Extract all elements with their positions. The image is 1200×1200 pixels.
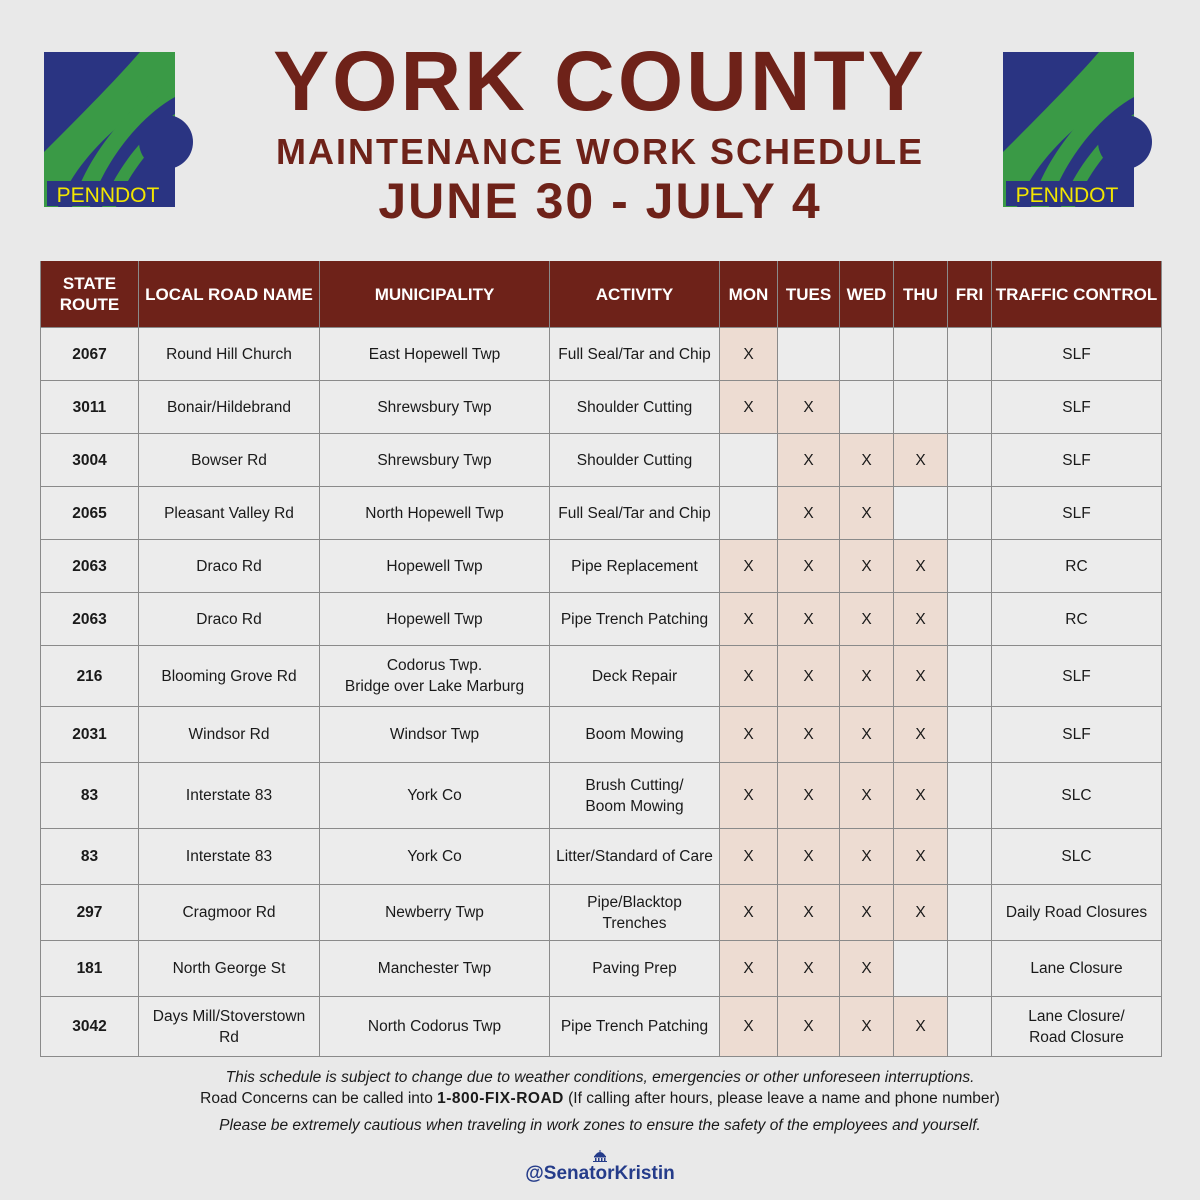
table-row (41, 328, 1162, 381)
activity-cell: Full Seal/Tar and Chip (550, 328, 720, 381)
state-route-cell: 3011 (41, 381, 139, 434)
day-cell-tue: X (778, 763, 840, 829)
state-route-cell: 2065 (41, 487, 139, 540)
traffic-control-cell: SLF (992, 434, 1162, 487)
day-cell-tue: X (778, 540, 840, 593)
table-row (41, 997, 1162, 1057)
traffic-control-cell: Lane Closure (992, 941, 1162, 997)
day-cell-thu: X (894, 540, 948, 593)
road-name-cell: Draco Rd (139, 540, 320, 593)
header-wed: WED (840, 261, 894, 328)
day-cell-wed: X (840, 593, 894, 646)
activity-cell: Pipe Replacement (550, 540, 720, 593)
road-name-cell: Interstate 83 (139, 763, 320, 829)
table-row (41, 540, 1162, 593)
day-cell-mon: X (720, 707, 778, 763)
municipality-cell: East Hopewell Twp (320, 328, 550, 381)
municipality-cell: Hopewell Twp (320, 593, 550, 646)
phone-number: 1-800-FIX-ROAD (437, 1090, 564, 1107)
traffic-control-cell: Lane Closure/ Road Closure (992, 997, 1162, 1057)
day-cell-thu (894, 941, 948, 997)
header-traffic-control: TRAFFIC CONTROL (992, 261, 1162, 328)
penndot-logo-text: PENNDOT (56, 184, 160, 207)
day-cell-thu: X (894, 997, 948, 1057)
day-cell-wed: X (840, 646, 894, 707)
state-route-cell: 181 (41, 941, 139, 997)
day-cell-fri (948, 593, 992, 646)
day-cell-thu: X (894, 707, 948, 763)
municipality-cell: North Codorus Twp (320, 997, 550, 1057)
municipality-cell: York Co (320, 763, 550, 829)
day-cell-fri (948, 646, 992, 707)
road-name-cell: Cragmoor Rd (139, 885, 320, 941)
municipality-cell: York Co (320, 829, 550, 885)
day-cell-thu (894, 487, 948, 540)
day-cell-fri (948, 434, 992, 487)
day-cell-thu: X (894, 593, 948, 646)
traffic-control-cell: SLF (992, 328, 1162, 381)
table-row (41, 763, 1162, 829)
day-cell-mon: X (720, 646, 778, 707)
penndot-logo-text: PENNDOT (1015, 184, 1119, 207)
day-cell-fri (948, 885, 992, 941)
day-cell-tue: X (778, 941, 840, 997)
road-name-cell: Draco Rd (139, 593, 320, 646)
day-cell-wed (840, 328, 894, 381)
page-title: YORK COUNTY (273, 34, 927, 128)
header-tues: TUES (778, 261, 840, 328)
activity-cell: Brush Cutting/ Boom Mowing (550, 763, 720, 829)
road-name-cell: Bowser Rd (139, 434, 320, 487)
activity-cell: Pipe Trench Patching (550, 593, 720, 646)
day-cell-fri (948, 381, 992, 434)
activity-cell: Paving Prep (550, 941, 720, 997)
state-route-cell: 3042 (41, 997, 139, 1057)
disclaimer-text: This schedule is subject to change due to weather conditions, emergencies or other unforeseen interruptions. (225, 1069, 975, 1086)
day-cell-tue (778, 328, 840, 381)
day-cell-tue: X (778, 487, 840, 540)
municipality-cell: Shrewsbury Twp (320, 434, 550, 487)
state-route-cell: 3004 (41, 434, 139, 487)
day-cell-wed: X (840, 707, 894, 763)
day-cell-fri (948, 487, 992, 540)
header-municipality: MUNICIPALITY (320, 261, 550, 328)
day-cell-fri (948, 540, 992, 593)
day-cell-thu (894, 381, 948, 434)
day-cell-thu: X (894, 829, 948, 885)
table-row (41, 941, 1162, 997)
day-cell-wed: X (840, 487, 894, 540)
day-cell-mon (720, 487, 778, 540)
header-state-route: STATE ROUTE (41, 261, 139, 328)
header-activity: ACTIVITY (550, 261, 720, 328)
day-cell-tue: X (778, 593, 840, 646)
table-row (41, 646, 1162, 707)
day-cell-tue: X (778, 829, 840, 885)
capitol-icon (592, 1150, 608, 1162)
day-cell-fri (948, 941, 992, 997)
day-cell-thu: X (894, 434, 948, 487)
date-range: JUNE 30 - JULY 4 (378, 173, 822, 229)
municipality-cell: Windsor Twp (320, 707, 550, 763)
day-cell-mon: X (720, 593, 778, 646)
day-cell-wed: X (840, 434, 894, 487)
state-route-cell: 2067 (41, 328, 139, 381)
road-name-cell: Round Hill Church (139, 328, 320, 381)
municipality-cell: North Hopewell Twp (320, 487, 550, 540)
page-subtitle: MAINTENANCE WORK SCHEDULE (276, 131, 924, 172)
day-cell-mon: X (720, 381, 778, 434)
day-cell-thu: X (894, 885, 948, 941)
state-route-cell: 2063 (41, 593, 139, 646)
table-row (41, 434, 1162, 487)
road-name-cell: Interstate 83 (139, 829, 320, 885)
day-cell-tue: X (778, 997, 840, 1057)
day-cell-thu (894, 328, 948, 381)
traffic-control-cell: SLF (992, 646, 1162, 707)
table-body (41, 328, 1162, 1057)
road-name-cell: Pleasant Valley Rd (139, 487, 320, 540)
day-cell-fri (948, 328, 992, 381)
day-cell-mon: X (720, 328, 778, 381)
day-cell-fri (948, 829, 992, 885)
header-local-road-name: LOCAL ROAD NAME (139, 261, 320, 328)
day-cell-fri (948, 763, 992, 829)
road-name-cell: North George St (139, 941, 320, 997)
table-row (41, 593, 1162, 646)
state-route-cell: 2031 (41, 707, 139, 763)
day-cell-tue: X (778, 434, 840, 487)
title-block (0, 34, 1200, 229)
day-cell-tue: X (778, 646, 840, 707)
day-cell-tue: X (778, 885, 840, 941)
day-cell-wed: X (840, 997, 894, 1057)
table-header-row (41, 261, 1162, 328)
municipality-cell: Codorus Twp. Bridge over Lake Marburg (320, 646, 550, 707)
day-cell-wed: X (840, 829, 894, 885)
day-cell-wed: X (840, 763, 894, 829)
table-row (41, 829, 1162, 885)
day-cell-mon: X (720, 763, 778, 829)
table-row (41, 487, 1162, 540)
road-concerns-text: Road Concerns can be called into 1-800-FIX-ROAD (If calling after hours, please leave a name and phone number) (200, 1090, 1000, 1107)
day-cell-thu: X (894, 646, 948, 707)
activity-cell: Pipe/Blacktop Trenches (550, 885, 720, 941)
day-cell-wed: X (840, 540, 894, 593)
day-cell-tue: X (778, 707, 840, 763)
traffic-control-cell: SLF (992, 707, 1162, 763)
road-name-cell: Bonair/Hildebrand (139, 381, 320, 434)
day-cell-fri (948, 707, 992, 763)
municipality-cell: Manchester Twp (320, 941, 550, 997)
day-cell-mon (720, 434, 778, 487)
state-route-cell: 83 (41, 763, 139, 829)
day-cell-tue: X (778, 381, 840, 434)
table-row (41, 885, 1162, 941)
day-cell-fri (948, 997, 992, 1057)
state-route-cell: 216 (41, 646, 139, 707)
traffic-control-cell: SLF (992, 381, 1162, 434)
day-cell-wed (840, 381, 894, 434)
activity-cell: Full Seal/Tar and Chip (550, 487, 720, 540)
state-route-cell: 2063 (41, 540, 139, 593)
schedule-table (40, 261, 1162, 1057)
road-name-cell: Blooming Grove Rd (139, 646, 320, 707)
activity-cell: Pipe Trench Patching (550, 997, 720, 1057)
day-cell-wed: X (840, 885, 894, 941)
day-cell-mon: X (720, 540, 778, 593)
header-fri: FRI (948, 261, 992, 328)
day-cell-wed: X (840, 941, 894, 997)
activity-cell: Boom Mowing (550, 707, 720, 763)
traffic-control-cell: SLC (992, 829, 1162, 885)
road-name-cell: Days Mill/Stoverstown Rd (139, 997, 320, 1057)
traffic-control-cell: RC (992, 540, 1162, 593)
traffic-control-cell: SLF (992, 487, 1162, 540)
table-row (41, 381, 1162, 434)
social-handle: @SenatorKristin (0, 1150, 1200, 1185)
municipality-cell: Shrewsbury Twp (320, 381, 550, 434)
traffic-control-cell: SLC (992, 763, 1162, 829)
day-cell-mon: X (720, 941, 778, 997)
day-cell-mon: X (720, 997, 778, 1057)
municipality-cell: Hopewell Twp (320, 540, 550, 593)
day-cell-mon: X (720, 885, 778, 941)
traffic-control-cell: RC (992, 593, 1162, 646)
header-thu: THU (894, 261, 948, 328)
header-mon: MON (720, 261, 778, 328)
road-name-cell: Windsor Rd (139, 707, 320, 763)
activity-cell: Shoulder Cutting (550, 434, 720, 487)
municipality-cell: Newberry Twp (320, 885, 550, 941)
state-route-cell: 297 (41, 885, 139, 941)
state-route-cell: 83 (41, 829, 139, 885)
table-row (41, 707, 1162, 763)
activity-cell: Deck Repair (550, 646, 720, 707)
activity-cell: Shoulder Cutting (550, 381, 720, 434)
activity-cell: Litter/Standard of Care (550, 829, 720, 885)
day-cell-mon: X (720, 829, 778, 885)
safety-text: Please be extremely cautious when traveling in work zones to ensure the safety of the employees and yourself. (219, 1117, 981, 1134)
traffic-control-cell: Daily Road Closures (992, 885, 1162, 941)
day-cell-thu: X (894, 763, 948, 829)
